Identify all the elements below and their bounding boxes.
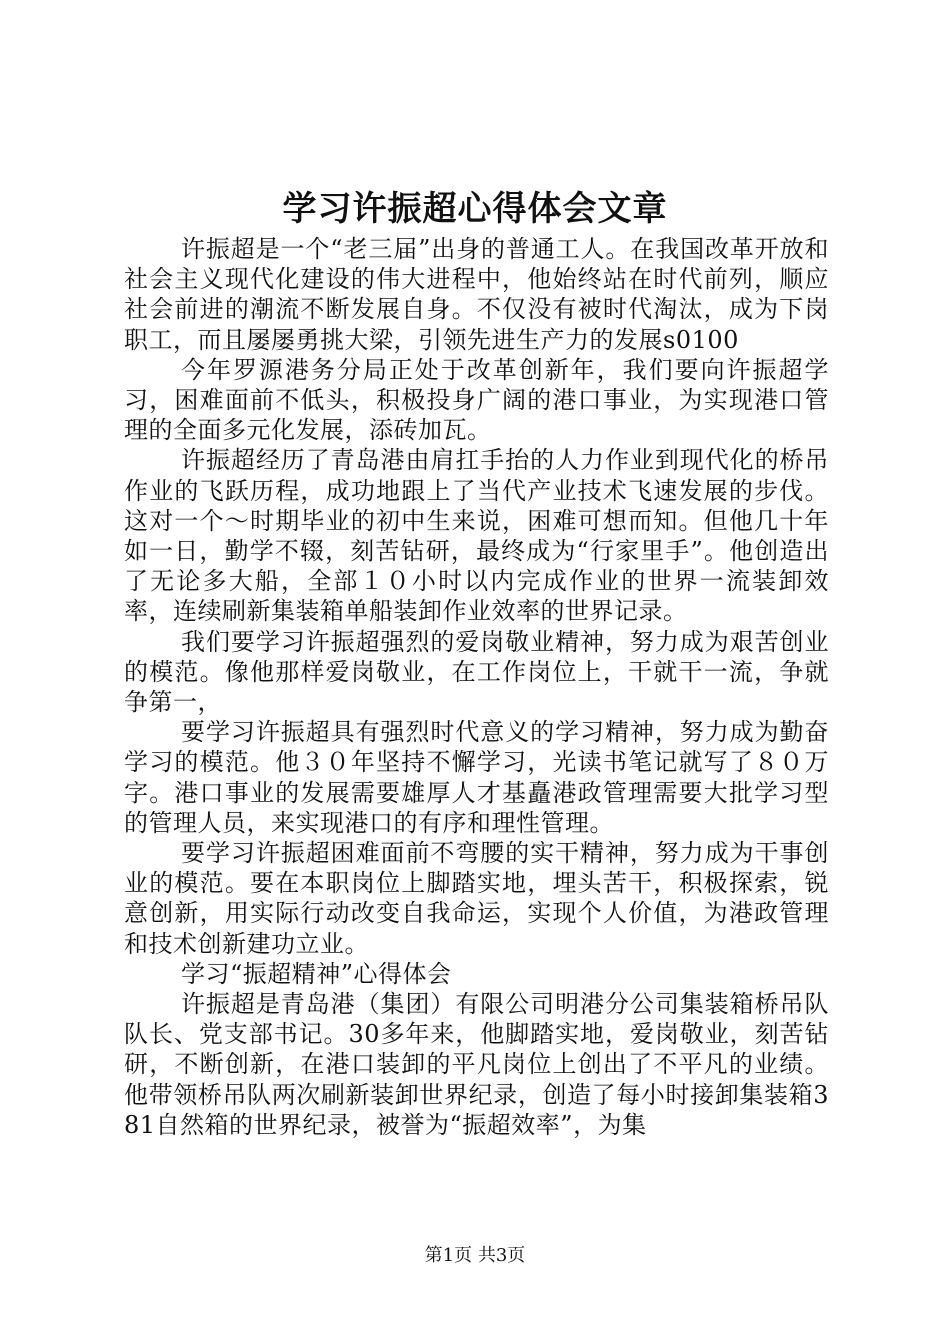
document-title: 学习许振超心得体会文章 <box>282 189 668 229</box>
paragraph: 许振超是一个“老三届”出身的普通工人。在我国改革开放和社会主义现代化建设的伟大进程中，他始终站在时代前列，顺应社会前进的潮流不断发展自身。不仅没有被时代淘汰，成为下岗职工，而且屡屡勇挑大梁，引领先进生产力的发展s0100 <box>124 235 829 354</box>
paragraph: 要学习许振超具有强烈时代意义的学习精神，努力成为勤奋学习的模范。他３０年坚持不懈学习，光读书笔记就写了８０万字。港口事业的发展需要雄厚人才基矗港政管理需要大批学习型的管理人员，来实现港口的有序和理性管理。 <box>124 718 829 837</box>
paragraph: 许振超是青岛港（集团）有限公司明港分公司集装箱桥吊队队长、党支部书记。30多年来，他脚踏实地，爱岗敬业，刻苦钻研，不断创新，在港口装卸的平凡岗位上创出了不平凡的业绩。他带领桥吊队两次刷新装卸世界纪录，创造了每小时接卸集装箱381自然箱的世界纪录，被誉为“振超效率”，为集 <box>124 990 829 1139</box>
paragraph: 许振超经历了青岛港由肩扛手抬的人力作业到现代化的桥吊作业的飞跃历程，成功地跟上了当代产业技术飞速发展的步伐。这对一个～时期毕业的初中生来说，困难可想而知。但他几十年如一日，勤学不辍，刻苦钻研，最终成为“行家里手”。他创造出了无论多大船，全部１０小时以内完成作业的世界一流装卸效率，连续刷新集装箱单船装卸作业效率的世界记录。 <box>124 446 829 626</box>
document-body <box>124 234 829 1140</box>
page-number-footer: 第1页 共3页 <box>424 1245 526 1266</box>
section-heading: 学习“振超精神”心得体会 <box>181 959 452 988</box>
paragraph: 要学习许振超困难面前不弯腰的实干精神，努力成为干事创业的模范。要在本职岗位上脚踏实地，埋头苦干，积极探索，锐意创新，用实际行动改变自我命运，实现个人价值，为港政管理和技术创新建功立业。 <box>124 839 829 958</box>
paragraph: 今年罗源港务分局正处于改革创新年，我们要向许振超学习，困难面前不低头，积极投身广阔的港口事业，为实现港口管理的全面多元化发展，添砖加瓦。 <box>124 355 829 445</box>
paragraph: 我们要学习许振超强烈的爱岗敬业精神，努力成为艰苦创业的模范。像他那样爱岗敬业，在工作岗位上，干就干一流，争就争第一， <box>124 627 829 717</box>
